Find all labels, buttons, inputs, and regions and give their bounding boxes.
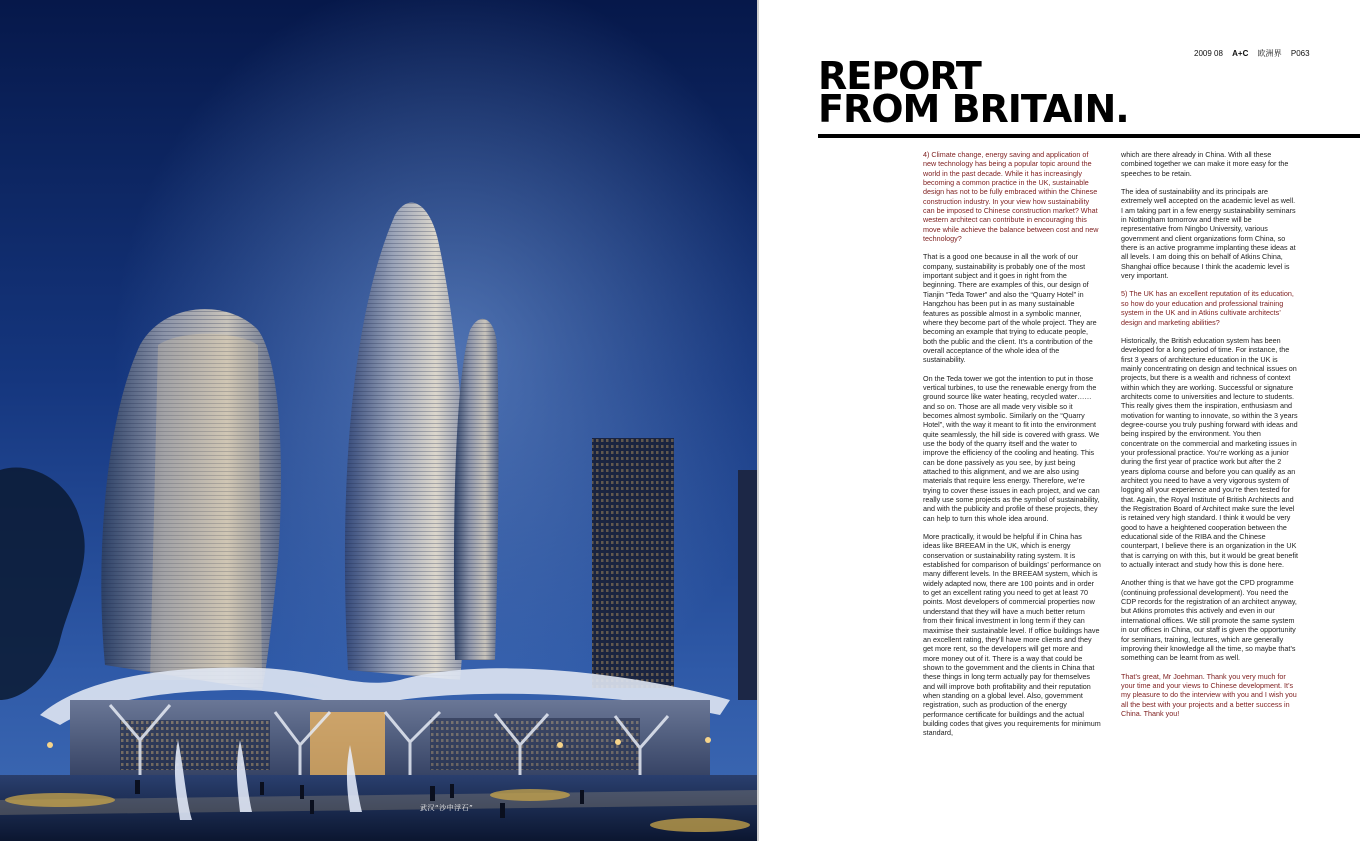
page-gutter <box>757 0 759 841</box>
page-number: P063 <box>1290 49 1310 58</box>
closing-remark: That’s great, Mr Joehman. Thank you very much for your time and your views to Chinese development. It’s my pleasure to do the interview with you and I wish you all the best with your projects and a better success in China. Thank you! <box>1121 671 1297 718</box>
answer-paragraph: That is a good one because in all the work of our company, sustainability is probably one of the most important subject and it goes in right from the beginning. There are examples of this, our design of Tianjin “Teda Tower” and also the “Quarry Hotel” in Hangzhou has been put in as many sustainable features as possible almost in a symbolic manner, where they become part of the whole project. They are becoming an example that trying to educate people, both the public and the client. It’s a contribution of the overall acceptance of the whole idea of the sustainability. <box>923 252 1097 365</box>
title-line-1: REPORT <box>818 54 981 98</box>
question-4: 4) Climate change, energy saving and application of new technology has being a popular topic around the world in the past decade. While it has increasingly becoming a common practice in the UK, sustainable design has not to be fully embraced within the Chinese construction industry. In your view how sustainability can be imposed to Chinese construction market? What western architect can contribute in encouraging this move while achieve the balance between cost and new technology? <box>923 150 1099 244</box>
article-title <box>818 54 1129 131</box>
answer-paragraph: which are there already in China. With all these combined together we can make it more easy for the speeches to be retain. <box>1121 150 1289 178</box>
magazine-brand: A+C <box>1232 49 1249 58</box>
text-column-1 <box>923 150 1101 747</box>
answer-paragraph: On the Teda tower we got the intention to put in those vertical turbines, to use the renewable energy from the ground source like water heating, recycled water……and so on. Those are all made very visible so it becomes almost symbolic. Similarly on the “Quarry Hotel”, with the way it meant to fit into the environment quite seamlessly, the hill side is covered with grass. We use the body of the quarry itself and the water to improve the efficiency of the cooling and heating. This can be done passively as you see, by just being attached to this alignment, and we are also using materials that require less energy. Therefore, we’re trying to cover these issues in each project, and we can really use some projects as the symbol of sustainability, and with the publicity and profile of these projects, they can help to turn this whole idea around. <box>923 373 1100 523</box>
answer-paragraph: Another thing is that we have got the CPD programme (continuing professional development). You need the CDP records for the registration of an architect anyway, but Atkins promotes this actively and even in our international offices. We still promote the same system in our offices in China, our staff is given the opportunity for seminars, training, lectures, which are generally improving their knowledge all the time, so maybe that’s something can be learnt from as well. <box>1121 578 1297 663</box>
title-rule <box>818 134 1360 138</box>
page-header <box>1194 48 1317 59</box>
answer-paragraph: Historically, the British education system has been developed for a long period of time. For instance, the first 3 years of architecture education in the UK is mainly concentrating on design and technical issues on projects, but there is a wealth and richness of context within which they are working. Successful or signature architects come to universities and lecture to students. This really gives them the inspiration, enthusiasm and motivation for wanting to innovate, so within the 3 years degree-course you truly pushing forward with ideas and being inspired by the environment. You then concentrate on the commercial and marketing issues in your professional practice. You’re working as a junior during the first year of practice work but after the 2 years diploma course and before you can qualify as an architect you need to have a very vigorous system of logging all your experience and you’re then tested for that. Again, the Royal Institute of British Architects and the Registration Board of Architect make sure the level is retained very high standard. I think it would be very good to have a heightened cooperation between the educational side of the RIBA and the Chinese counterpart, I believe there is an organization in the UK that is carrying on with this, but it would be great benefit to actually interact and study how this is done here. <box>1121 335 1298 570</box>
issue-date: 2009 08 <box>1194 49 1223 58</box>
text-column-2 <box>1121 150 1299 727</box>
photo-caption: 武汉“沙中浮石” <box>420 804 474 812</box>
title-line-2: FROM BRITAIN. <box>818 87 1129 131</box>
section-name: 欧洲界 <box>1257 49 1282 58</box>
answer-paragraph: More practically, it would be helpful if in China has ideas like BREEAM in the UK, which is energy conservation or sustainability rating system. It is established for comparison of buildings’ performance on many different levels. In the BREEAM system, which is widely adapted now, there are 100 points and in order to get an excellent rating you need to get at least 70 points. Most developers of commercial properties now understand that they will have a much better return from their finical investment in long term if they can maximise their sustainable level. If office buildings have an excellent rating, they’ll have more clients and they get more rent, so the developers will get more and more money out of it. There is a way that could be shown to the government and the clients in China that these things in long term actually pay for themselves and will improve both profitability and their reputation when standing on a global level. Also, government registration, such as production of the energy performance certificate for buildings and the actual building codes that gives you requirements for minimum standard, <box>923 532 1101 738</box>
question-5: 5) The UK has an excellent reputation of its education, so how do your education and professional training system in the UK and in Atkins cultivate architects’ design and marketing abilities? <box>1121 289 1294 327</box>
answer-paragraph: The idea of sustainability and its principals are extremely well accepted on the academic level as well. I am taking part in a few energy sustainability seminars in Nottingham tomorrow and there will be representative from Ningbo University, various government and client organizations form China, so there is an active programme implanting these ideas at all levels. I am doing this on behalf of Atkins China, Shanghai office because I think the academic level is very important. <box>1121 187 1296 281</box>
